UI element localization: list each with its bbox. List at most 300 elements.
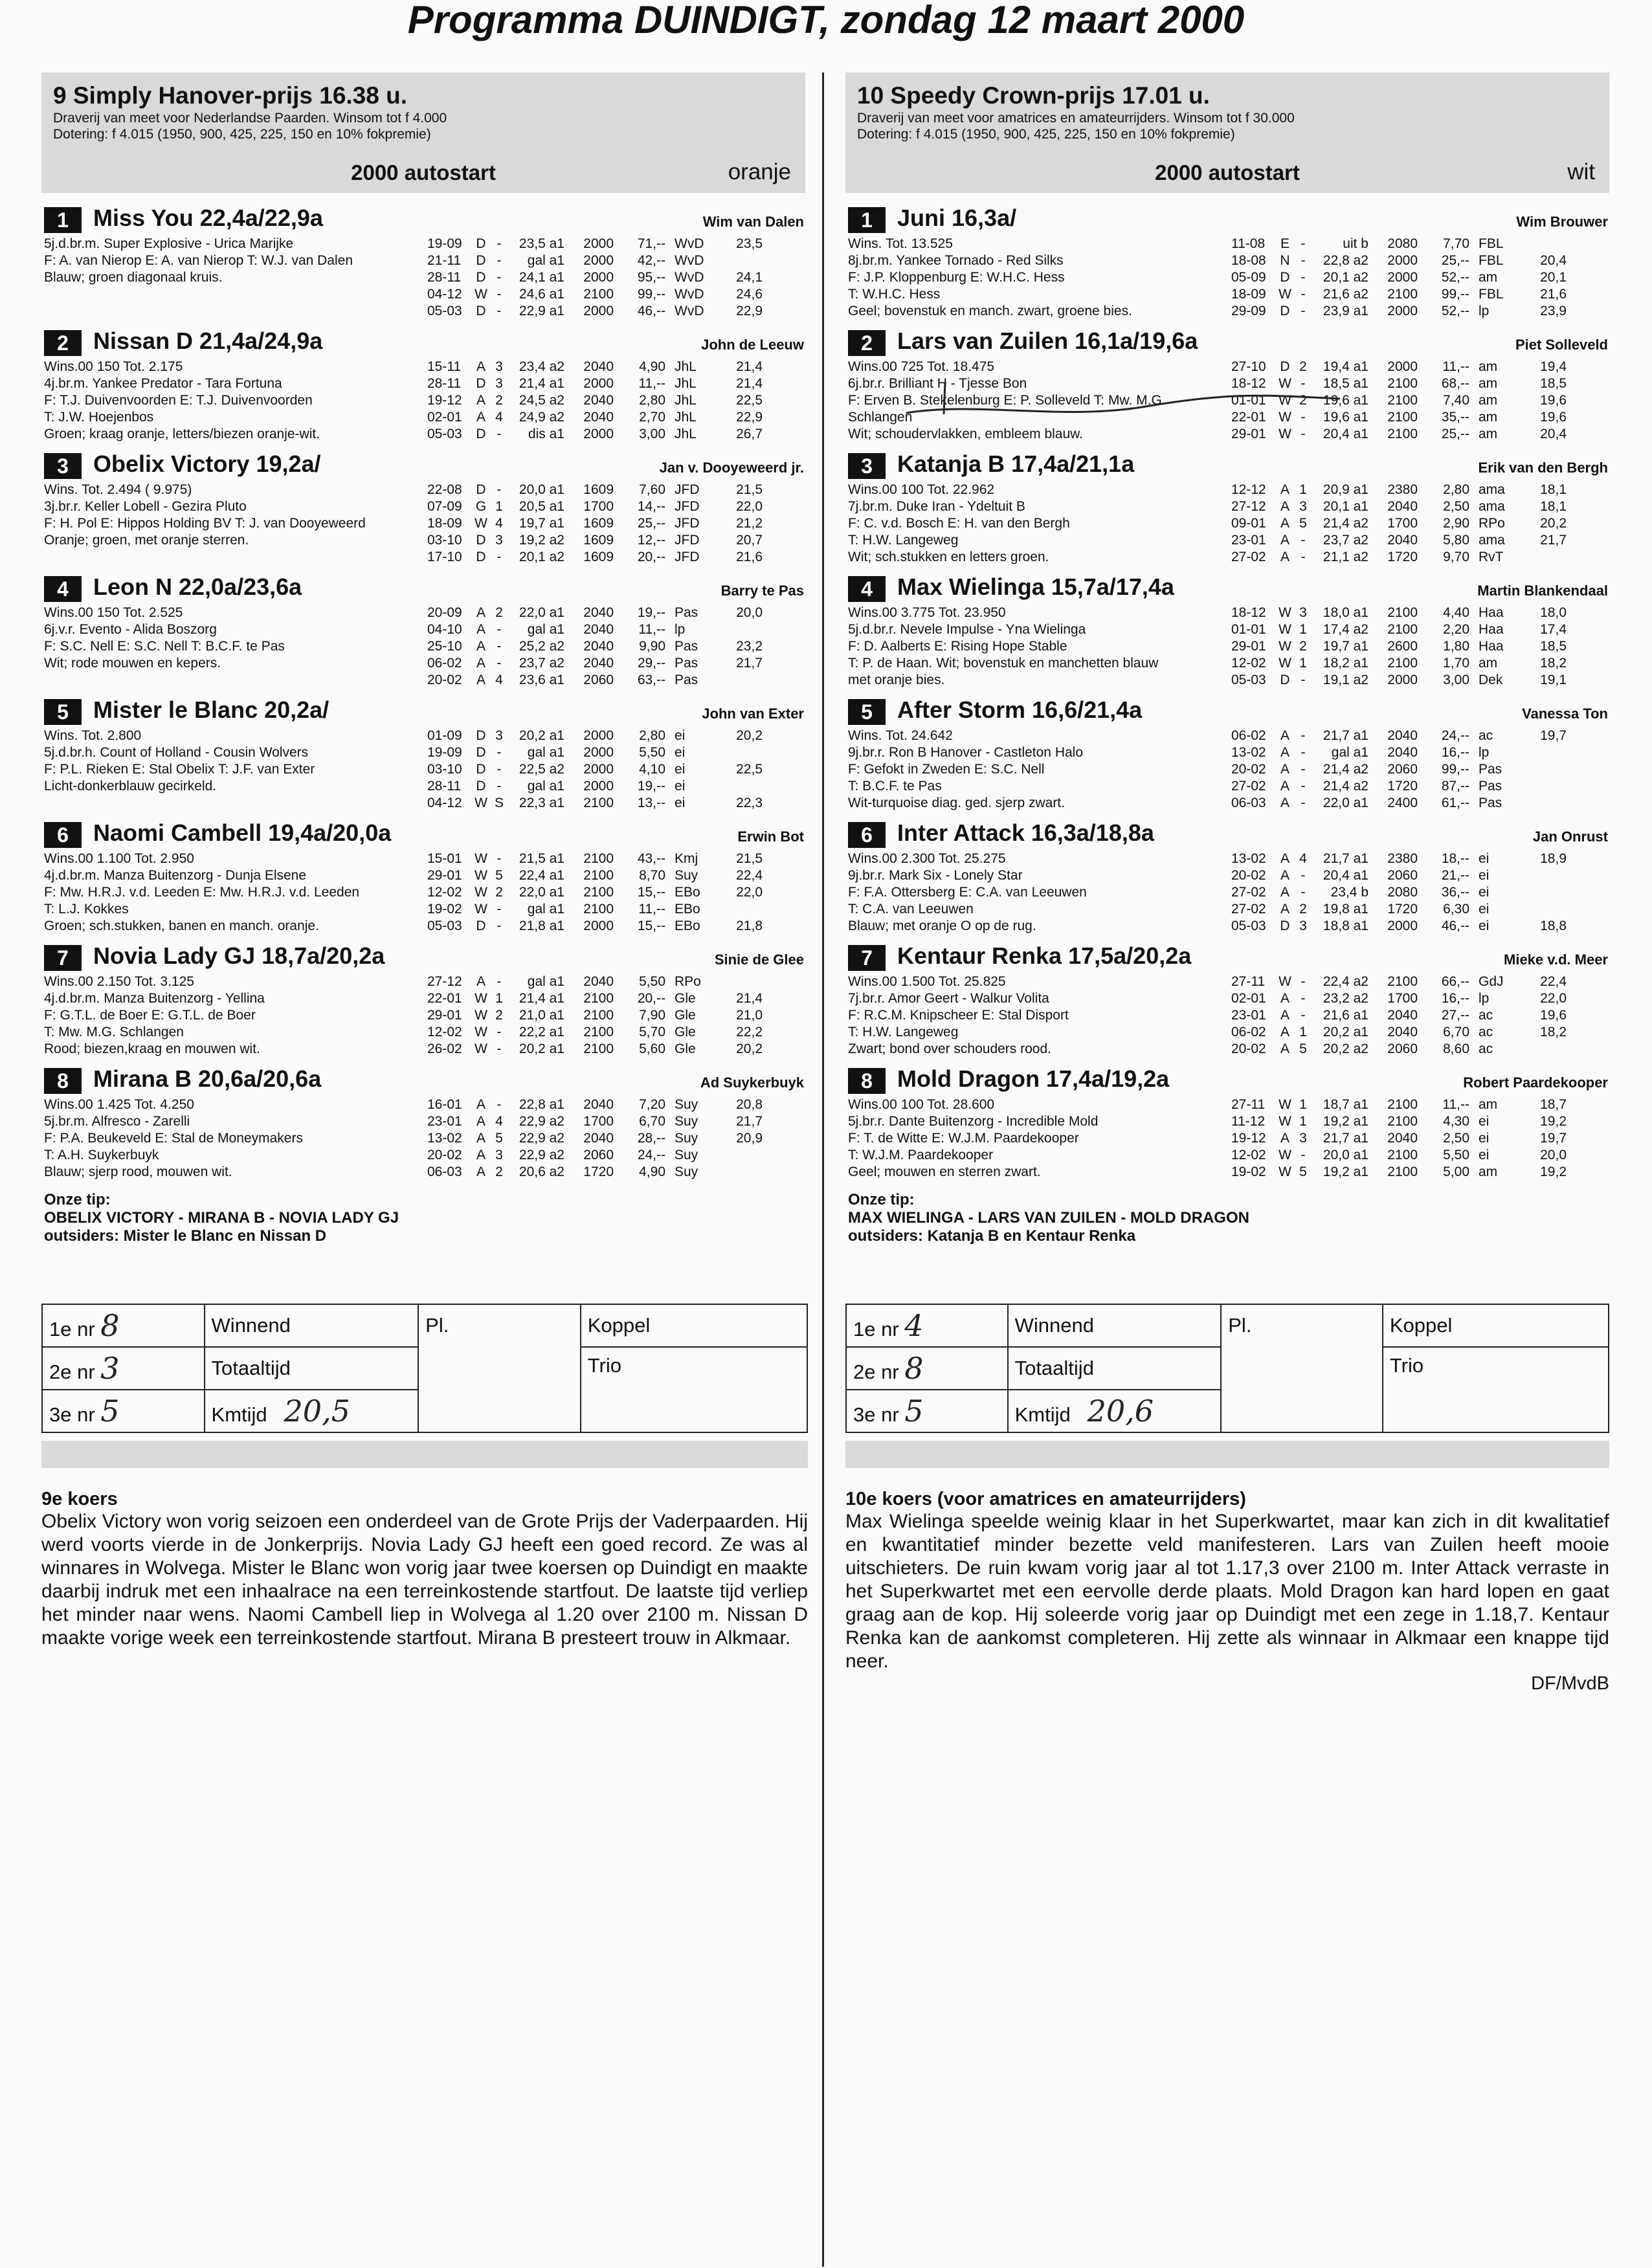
result-date: 11-08 [1231,236,1266,251]
result-date: 05-03 [427,304,462,318]
start-number-badge: 7 [848,945,886,971]
result-distance: 2000 [583,779,614,794]
result-date: 01-01 [1231,393,1266,408]
result-km-time: 20,9 [736,1131,763,1146]
horse-info-line: Wins. Tot. 24.642 [848,728,953,743]
race-9-column [41,72,805,1245]
result-driver: lp [1479,991,1490,1006]
result-row [427,426,763,443]
bet-place[interactable]: Pl. [1221,1304,1383,1432]
result-driver: am [1479,359,1498,374]
result-track: G [475,499,487,514]
result-time: 18,7 a1 [1323,1097,1368,1112]
result-time: 20,1 a1 [1323,499,1368,514]
horse-info-line: F: H. Pol E: Hippos Holding BV T: J. van Dooyeweerd [44,516,366,531]
horse-info-line: Licht-donkerblauw gecirkeld. [44,779,217,794]
result-driver: lp [1479,745,1490,760]
race-header [41,72,805,193]
result-time: 21,4 a2 [1323,762,1368,777]
result-odds: 2,70 [639,410,665,425]
result-date: 05-03 [427,427,462,441]
result-odds: 7,70 [1443,236,1469,251]
horse-name: Inter Attack 16,3a/18,8a [897,819,1154,846]
result-km-time: 23,5 [736,236,763,251]
race-dotering: Dotering: f 4.015 (1950, 900, 425, 225, 150 en 10% fokpremie) [53,127,431,142]
horse-info-line: T: P. de Haan. Wit; bovenstuk en manchetten blauw [848,656,1159,671]
horse-info-line: 5j.d.br.h. Count of Holland - Cousin Wolvers [44,745,309,760]
result-km-time: 19,2 [1540,1164,1567,1179]
result-track: W [474,902,487,917]
horse-name: Lars van Zuilen 16,1a/19,6a [897,328,1198,354]
race-10-column [845,72,1609,1245]
horse-entry [41,449,805,572]
result-km-time: 21,5 [736,851,763,866]
bet-first-number[interactable] [42,1304,205,1347]
result-row [427,286,763,303]
result-date: 02-01 [427,410,462,425]
result-odds: 11,-- [638,376,665,391]
bet-totaaltijd[interactable]: Totaaltijd [1008,1347,1222,1390]
horse-info-line: Zwart; bond over schouders rood. [848,1041,1051,1056]
result-track: E [1280,236,1289,251]
result-driver: JFD [675,516,700,531]
result-track: W [1278,1097,1291,1112]
result-row [1231,515,1567,532]
race-description: Draverij van meet voor amatrices en amateurrijders. Winsom tot f 30.000 [857,111,1295,126]
horse-name-row [41,326,805,359]
result-km-time: 21,4 [736,376,763,391]
result-driver: Pas [1479,795,1502,810]
result-date: 27-12 [427,974,462,989]
result-distance: 2000 [583,427,614,441]
result-row [427,884,763,901]
result-row [1231,918,1567,935]
result-time: 19,6 a1 [1323,393,1368,408]
result-date: 19-02 [1231,1164,1266,1179]
result-row [1231,1096,1567,1113]
result-row [427,621,763,638]
result-km-time: 19,7 [1540,728,1567,743]
result-row [1231,426,1567,443]
result-driver: ei [675,779,686,794]
result-driver: am [1479,270,1498,285]
result-track: A [1280,550,1289,564]
result-place: - [1300,550,1306,564]
result-odds: 68,-- [1441,376,1469,391]
horse-name-row [41,1064,805,1096]
race-color: oranje [728,159,791,184]
results-table [1231,605,1567,689]
result-distance: 2100 [583,795,614,810]
bet-trio[interactable]: Trio [581,1347,807,1432]
result-time: 21,7 a1 [1323,851,1368,866]
bet-totaaltijd[interactable]: Totaaltijd [205,1347,419,1390]
result-time: 19,8 a1 [1323,902,1368,917]
result-driver: Gle [675,1025,696,1040]
horse-info-line: 8j.br.m. Yankee Tornado - Red Silks [848,253,1064,268]
bet-winnend[interactable]: Winnend [1008,1304,1222,1347]
result-row [1231,850,1567,867]
result-row [1231,359,1567,375]
race-color: wit [1567,159,1595,184]
result-distance: 1700 [1387,516,1418,531]
result-odds: 66,-- [1441,974,1469,989]
result-odds: 99,-- [1441,762,1469,777]
result-driver: ac [1479,1041,1493,1056]
driver-name: Mieke v.d. Meer [1504,951,1608,968]
result-driver: Haa [1479,639,1504,654]
horse-info-line: T: Mw. M.G. Schlangen [44,1025,184,1040]
result-time: 20,2 a1 [519,1041,564,1056]
result-time: gal a1 [527,253,564,268]
result-time: 20,4 a1 [1323,427,1368,441]
result-distance: 1609 [583,533,614,548]
result-place: 3 [495,533,503,548]
result-date: 18-12 [1231,376,1266,391]
result-track: A [476,1164,486,1179]
column-divider [822,72,824,2267]
result-track: D [476,745,486,760]
result-odds: 12,-- [637,533,665,548]
result-driver: ei [675,795,686,810]
horse-info-line: Geel; mouwen en sterren zwart. [848,1164,1041,1179]
result-driver: ama [1479,482,1505,497]
horse-info-line: Wins.00 1.100 Tot. 2.950 [44,851,194,866]
horse-info-line: Wins.00 100 Tot. 28.600 [848,1097,995,1112]
result-row [427,761,763,778]
result-track: A [1280,1008,1289,1023]
bet-second-number[interactable] [846,1347,1008,1390]
result-row [427,778,763,795]
result-date: 28-11 [427,779,462,794]
bet-kmtijd[interactable] [205,1390,419,1432]
result-place: - [1300,885,1306,900]
result-place: - [497,482,502,497]
result-km-time: 22,9 [736,304,763,318]
result-distance: 2100 [1387,1148,1418,1162]
result-track: D [476,253,486,268]
result-place: 2 [495,885,503,900]
results-table [427,482,763,566]
result-km-time [717,252,763,269]
results-table [427,973,763,1058]
result-odds: 13,-- [637,795,665,810]
result-track: A [1280,868,1289,883]
result-track: A [1280,902,1289,917]
result-km-time: 20,1 [1540,270,1567,285]
result-driver: Gle [675,1008,696,1023]
result-odds: 29,-- [637,656,665,671]
result-date: 29-01 [427,1008,462,1023]
result-odds: 99,-- [1441,287,1469,302]
result-driver: Pas [1479,762,1502,777]
result-km-time: 17,4 [1540,622,1567,637]
result-time: 18,0 a1 [1323,605,1368,620]
result-distance: 2100 [1387,410,1418,425]
result-driver: JhL [675,359,697,374]
result-driver: ac [1479,1025,1493,1040]
result-row [427,549,763,566]
result-row [1231,728,1567,744]
result-date: 20-02 [1231,762,1266,777]
horse-entry [41,941,805,1064]
horse-name: Mister le Blanc 20,2a/ [93,696,329,723]
result-track: A [1280,851,1289,866]
result-distance: 2060 [1387,1041,1418,1056]
result-time: 22,3 a1 [519,795,564,810]
result-time: 19,6 a1 [1323,410,1368,425]
result-odds: 27,-- [1441,1008,1469,1023]
result-time: 18,5 a1 [1323,376,1368,391]
result-distance: 2400 [1387,795,1418,810]
driver-name: Erwin Bot [737,828,804,845]
result-place: - [497,974,502,989]
result-km-time: 18,0 [1540,605,1567,620]
result-place: 3 [495,1148,503,1162]
result-distance: 1700 [583,1114,614,1129]
result-date: 01-01 [1231,622,1266,637]
result-distance: 1720 [1387,779,1418,794]
result-distance: 2100 [1387,1114,1418,1129]
result-row [427,672,763,689]
result-date: 27-10 [1231,359,1266,374]
bet-winnend[interactable]: Winnend [205,1304,419,1347]
horse-info-line: Wit-turquoise diag. ged. sjerp zwart. [848,795,1065,810]
horse-name: Leon N 22,0a/23,6a [93,573,302,600]
result-distance: 2100 [583,1008,614,1023]
result-date: 21-11 [427,253,462,268]
result-driver: ei [1479,868,1490,883]
result-odds: 5,50 [1443,1148,1469,1162]
driver-name: Vanessa Ton [1522,706,1608,722]
horse-entry [41,818,805,941]
handwritten-number: 8 [100,1308,120,1343]
horse-info-line: 5j.d.br.r. Nevele Impulse - Yna Wielinga [848,622,1086,637]
result-driver: ei [1479,1148,1490,1162]
result-km-time [1521,761,1567,778]
horse-info-line: Wit; sch.stukken en letters groen. [848,550,1049,564]
result-driver: JFD [675,533,700,548]
result-time: 22,8 a2 [1323,253,1368,268]
result-date: 06-02 [1231,1025,1266,1040]
result-odds: 2,80 [639,728,665,743]
result-km-time [717,973,763,990]
result-date: 19-12 [1231,1131,1266,1146]
result-place: - [497,270,502,285]
result-date: 19-12 [427,393,462,408]
result-track: D [476,762,486,777]
result-driver: ei [675,762,686,777]
result-time: gal a1 [527,622,564,637]
horse-info-line: met oranje bies. [848,673,945,687]
horse-info-line: T: C.A. van Leeuwen [848,902,974,917]
result-date: 18-08 [1231,253,1266,268]
result-place: - [1300,779,1306,794]
result-time: 21,6 a2 [1323,287,1368,302]
result-driver: GdJ [1479,974,1504,989]
result-time: 23,7 a2 [1323,533,1368,548]
result-track: A [476,639,486,654]
horse-info-line: T: H.W. Langeweg [848,1025,959,1040]
result-driver: Pas [675,656,698,671]
result-time: 23,4 a2 [519,359,564,374]
result-distance: 2100 [1387,605,1418,620]
result-time: 17,4 a2 [1323,622,1368,637]
result-time: 21,7 a1 [1323,728,1368,743]
horse-name: Mirana B 20,6a/20,6a [93,1065,322,1092]
result-distance: 2100 [583,885,614,900]
result-place: 3 [1299,918,1307,933]
bet-first-number[interactable] [846,1304,1008,1347]
result-track: A [476,410,486,425]
result-time: gal a1 [527,745,564,760]
result-track: W [474,1041,487,1056]
horse-info-line: Wins. Tot. 13.525 [848,236,953,251]
horse-info-line: Wins.00 2.300 Tot. 25.275 [848,851,1006,866]
result-date: 29-09 [1231,304,1266,318]
result-time: 24,9 a2 [519,410,564,425]
result-track: D [476,376,486,391]
result-track: A [476,359,486,374]
result-time: 20,1 a2 [519,550,564,564]
result-driver: Suy [675,1131,698,1146]
result-place: 1 [495,499,503,514]
horse-name-row [845,941,1609,973]
horse-name: Miss You 22,4a/22,9a [93,205,323,231]
result-distance: 2040 [583,1097,614,1112]
result-date: 20-02 [1231,868,1266,883]
race-dotering: Dotering: f 4.015 (1950, 900, 425, 225, 150 en 10% fokpremie) [857,127,1235,142]
result-track: W [1278,622,1291,637]
result-track: A [476,656,486,671]
result-distance: 2100 [583,1025,614,1040]
results-table [427,1096,763,1181]
bet-place[interactable]: Pl. [418,1304,581,1432]
result-track: D [1280,270,1290,285]
result-track: A [1280,795,1289,810]
driver-name: Barry te Pas [720,583,804,599]
result-km-time: 26,7 [736,427,763,441]
result-driver: Suy [675,1097,698,1112]
result-row [1231,252,1567,269]
result-odds: 5,50 [639,745,665,760]
result-km-time: 20,4 [1540,253,1567,268]
result-distance: 2040 [583,622,614,637]
result-date: 13-02 [427,1131,462,1146]
result-driver: Pas [675,673,698,687]
result-place: - [497,287,502,302]
result-km-time: 21,4 [736,991,763,1006]
result-driver: EBo [675,918,700,933]
result-place: - [1300,795,1306,810]
result-date: 17-10 [427,550,462,564]
horse-info [44,605,432,672]
handwritten-kmtijd: 20,6 [1087,1394,1154,1429]
result-driver: am [1479,427,1498,441]
bet-second-number[interactable] [42,1347,205,1390]
result-row [427,532,763,549]
bet-koppel[interactable]: Koppel [1383,1304,1609,1347]
result-row [427,795,763,812]
horse-name: Kentaur Renka 17,5a/20,2a [897,942,1192,969]
bet-label: 2e nr [49,1361,95,1383]
result-driver: EBo [675,885,700,900]
result-driver: FBL [1479,253,1504,268]
result-place: 2 [495,1164,503,1179]
result-row [1231,867,1567,884]
result-km-time: 22,4 [1540,974,1567,989]
driver-name: Robert Paardekooper [1463,1074,1608,1091]
horse-info-line: Wins.00 150 Tot. 2.525 [44,605,183,620]
result-place: - [1300,745,1306,760]
horse-info-line: 7j.br.m. Duke Iran - Ydeltuit B [848,499,1025,514]
bet-third-number[interactable] [42,1390,205,1432]
result-date: 06-02 [1231,728,1266,743]
horse-info [44,1096,432,1181]
horse-info-line: 5j.d.br.m. Super Explosive - Urica Marijke [44,236,294,251]
result-track: A [1280,1041,1289,1056]
result-place: - [497,639,502,654]
result-odds: 8,60 [1443,1041,1469,1056]
tip-label: Onze tip: [848,1191,915,1208]
result-place: S [494,795,504,810]
result-time: 23,9 a1 [1323,304,1368,318]
result-distance: 2000 [583,918,614,933]
result-distance: 2040 [583,359,614,374]
horse-info-line: T: A.H. Suykerbuyk [44,1148,159,1162]
horse-name-row [845,203,1609,236]
result-km-time [1521,236,1567,252]
result-driver: WvD [675,270,704,285]
result-row [1231,236,1567,252]
result-driver: am [1479,1097,1498,1112]
result-km-time: 21,7 [736,1114,763,1129]
bet-koppel[interactable]: Koppel [581,1304,807,1347]
result-distance: 2040 [583,639,614,654]
result-distance: 2000 [1387,359,1418,374]
result-track: W [1278,656,1291,671]
result-odds: 5,60 [639,1041,665,1056]
result-date: 20-09 [427,605,462,620]
result-date: 04-10 [427,622,462,637]
result-time: gal a1 [527,902,564,917]
horse-name-row [41,941,805,973]
result-km-time [717,744,763,761]
result-track: W [1278,287,1291,302]
result-distance: 2100 [1387,287,1418,302]
result-place: 2 [1299,902,1307,917]
result-track: D [476,918,486,933]
signature: DF/MvdB [1531,1673,1609,1694]
bet-trio[interactable]: Trio [1383,1347,1609,1432]
result-place: - [1300,304,1306,318]
bet-third-number[interactable] [846,1390,1008,1432]
result-distance: 2100 [583,868,614,883]
horse-name-row [845,572,1609,605]
result-distance: 2100 [1387,622,1418,637]
horse-info [44,850,432,935]
result-distance: 1720 [583,1164,614,1179]
result-row [1231,1130,1567,1147]
result-row [1231,1164,1567,1181]
result-distance: 2000 [583,762,614,777]
horse-entry [845,695,1609,818]
result-row [1231,605,1567,621]
result-time: uit b [1343,236,1368,251]
horse-info-line: Blauw; met oranje O op de rug. [848,918,1036,933]
bet-kmtijd[interactable] [1008,1390,1222,1432]
result-date: 29-01 [427,868,462,883]
